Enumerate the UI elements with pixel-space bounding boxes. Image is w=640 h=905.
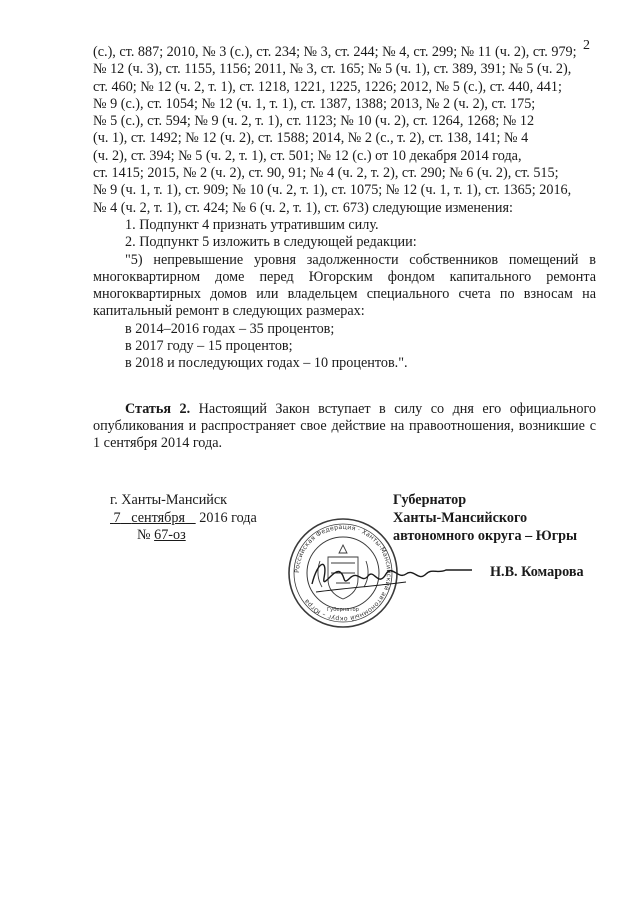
text-line: ст. 460; № 12 (ч. 2, т. 1), ст. 1218, 1221, 1225, 1226; 2012, № 5 (с.), ст. 440, 441; (93, 78, 562, 95)
seal-inner-text: Губернатор (327, 607, 359, 613)
references-paragraph (93, 44, 596, 217)
text-line: № 5 (с.), ст. 594; № 9 (ч. 2, т. 1), ст. 1123; № 10 (ч. 2), ст. 1264, 1268; № 12 (93, 113, 535, 130)
page-number: 2 (583, 38, 590, 53)
text-line: № 4 (ч. 2, т. 1), ст. 424; № 6 (ч. 2, т. 1), ст. 673) следующие изменения: (93, 199, 513, 216)
article-2-text: Настоящий Закон вступает в силу со дня его официального опубликования и распространяет свое действие на правоотношения, возникшие с 1 сентября 2014 года. (93, 400, 597, 452)
governor-title (393, 492, 577, 545)
text-line: (ч. 1), ст. 1492; № 12 (ч. 2), ст. 1588; 2014, № 2 (с., т. 2), ст. 138, 141; № 4 (93, 130, 529, 147)
place-date-block (110, 492, 257, 545)
rate-line: в 2018 и последующих годах – 10 процентов.". (125, 355, 408, 372)
date-year: 2016 года (199, 509, 257, 526)
date-day: 7 (113, 509, 121, 526)
handwritten-signature (306, 548, 476, 598)
text-line: (с.), ст. 887; 2010, № 3 (с.), ст. 234; № 3, ст. 244; № 4, ст. 299; № 11 (ч. 2), ст. 979; (93, 44, 577, 60)
rate-line: в 2017 году – 15 процентов; (125, 338, 293, 355)
signing-date (110, 510, 257, 528)
governor-line: Губернатор (393, 492, 467, 508)
text-line: (ч. 2), ст. 394; № 5 (ч. 2, т. 1), ст. 501; № 12 (с.) от 10 декабря 2014 года, (93, 147, 522, 164)
item-1: 1. Подпункт 4 признать утратившим силу. (125, 216, 379, 233)
text-line: № 12 (ч. 3), ст. 1155, 1156; 2011, № 3, ст. 165; № 5 (ч. 1), ст. 389, 391; № 5 (ч. 2), (93, 61, 572, 78)
article-2 (93, 401, 596, 453)
document-body (93, 44, 596, 453)
item-2: 2. Подпункт 5 изложить в следующей редакции: (125, 234, 417, 251)
quote-paragraph: "5) непревышение уровня задолженности собственников помещений в многоквартирном доме перед Югорским фондом капитального ремонта многоквартирных домов или владельцем специального счета по взносам на капитальный ремонт в следующих размерах: (93, 251, 596, 320)
city-name: г. Ханты-Мансийск (110, 492, 228, 508)
law-number-value: 67-оз (154, 527, 186, 543)
text-line: ст. 1415; 2015, № 2 (ч. 2), ст. 90, 91; № 4 (ч. 2, т. 2), ст. 290; № 6 (ч. 2), ст. 515; (93, 165, 559, 182)
date-month: сентября (131, 509, 186, 526)
rate-line: в 2014–2016 годах – 35 процентов; (125, 320, 335, 337)
governor-name: Н.В. Комарова (490, 564, 584, 580)
article-2-heading: Статья 2. (125, 400, 191, 417)
governor-line: Ханты-Мансийского (393, 509, 528, 526)
seal-outer-text: Российская Федерация · Ханты-Мансийский автономный округ – Югра (293, 523, 393, 623)
law-number: № 67-оз (137, 527, 186, 543)
text-line: № 9 (ч. 1, т. 1), ст. 909; № 10 (ч. 2, т. 1), ст. 1075; № 12 (ч. 1, т. 1), ст. 1365; 2016, (93, 182, 572, 199)
governor-line: автономного округа – Югры (393, 527, 578, 544)
text-line: № 9 (с.), ст. 1054; № 12 (ч. 1, т. 1), ст. 1387, 1388; 2013, № 2 (ч. 2), ст. 175; (93, 95, 536, 112)
